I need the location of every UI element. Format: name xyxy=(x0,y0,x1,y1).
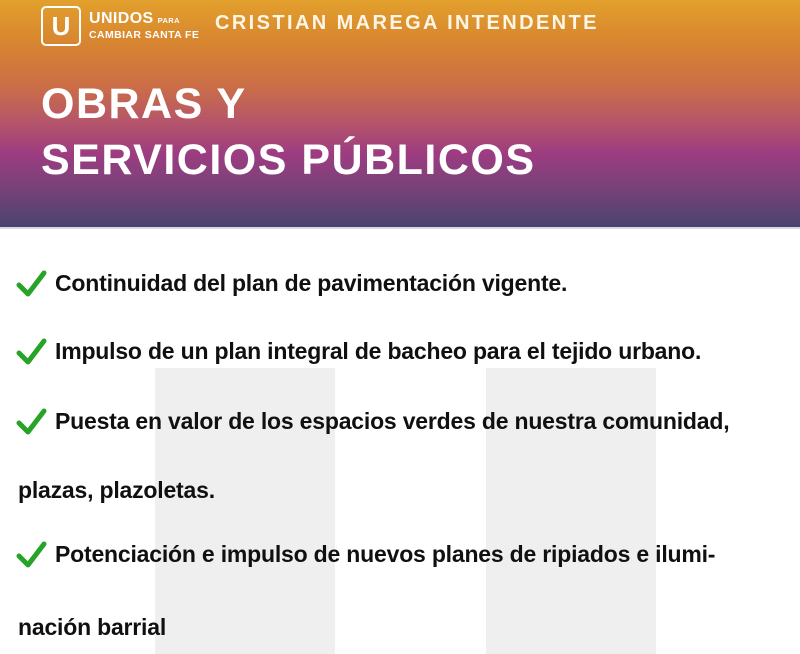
check-icon xyxy=(16,270,47,297)
page-title-line2: SERVICIOS PÚBLICOS xyxy=(41,136,536,184)
party-name-suffix: PARA xyxy=(157,16,180,25)
bullet-item xyxy=(16,266,567,300)
bullet-text-continuation: plazas, plazoletas. xyxy=(18,477,215,503)
party-name: UNIDOS xyxy=(89,10,154,27)
check-icon xyxy=(16,338,47,365)
check-icon xyxy=(16,408,47,435)
party-logo-letter: U xyxy=(51,10,71,41)
bullet-item xyxy=(16,404,729,438)
bullet-item xyxy=(16,537,715,571)
bullet-item xyxy=(16,334,701,368)
candidate-name: CRISTIAN MAREGA INTENDENTE xyxy=(215,12,599,34)
bullet-text-continuation: nación barrial xyxy=(18,614,167,640)
party-name-line2: CAMBIAR SANTA FE xyxy=(89,29,200,41)
check-icon xyxy=(16,541,47,568)
bullet-text: Continuidad del plan de pavimentación vigente. xyxy=(55,270,568,296)
bullet-text: Puesta en valor de los espacios verdes de nuestra comunidad, xyxy=(55,408,730,434)
bullet-text: Impulso de un plan integral de bacheo para el tejido urbano. xyxy=(55,338,702,364)
page-title-line1: OBRAS Y xyxy=(41,80,247,128)
bullet-text: Potenciación e impulso de nuevos planes de ripiados e ilumi- xyxy=(55,541,716,567)
